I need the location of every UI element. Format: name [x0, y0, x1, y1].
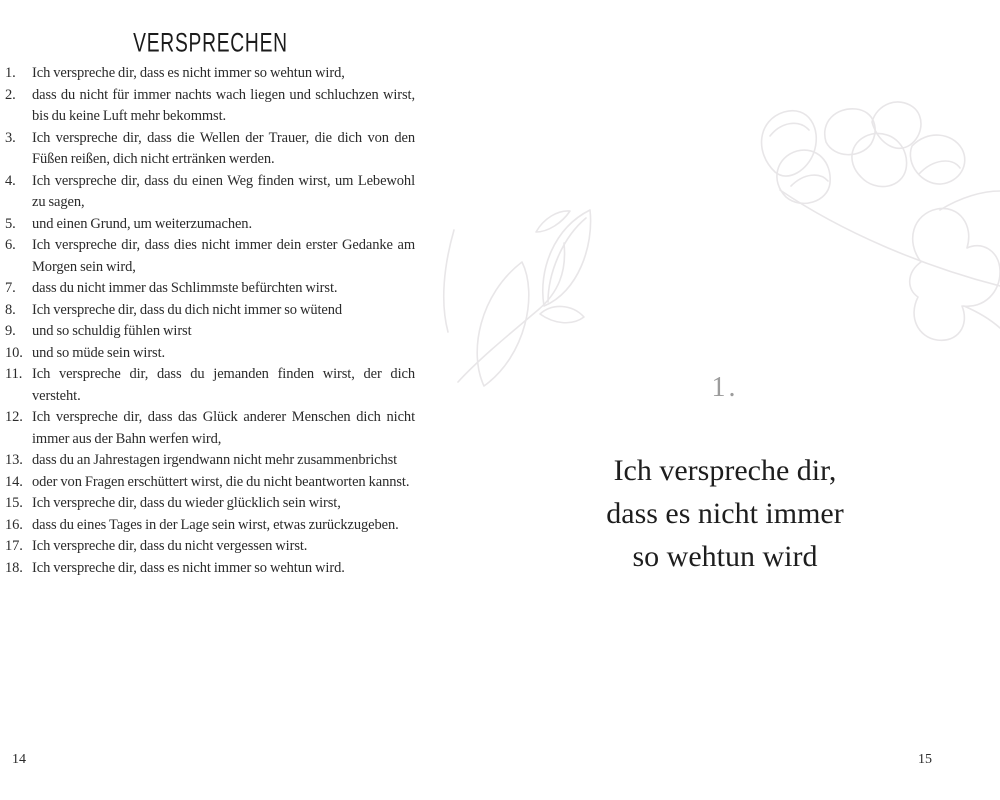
item-number: 7.	[5, 280, 16, 296]
chapter-number: 1.	[711, 372, 739, 403]
item-text: Ich verspreche dir, dass du einen Weg finden wirst, um Lebewohl zu sagen,	[32, 172, 415, 210]
list-item	[5, 63, 415, 85]
item-number: 3.	[5, 129, 16, 146]
item-number: 12.	[5, 409, 23, 425]
list-item	[5, 278, 415, 300]
chapter-quote-line: so wehtun wird	[632, 540, 818, 573]
list-item	[5, 214, 415, 236]
list-item	[5, 321, 415, 343]
item-text: und einen Grund, um weiterzumachen.	[32, 215, 252, 232]
item-text: Ich verspreche dir, dass du wieder glücklich sein wirst,	[32, 495, 341, 511]
list-item	[5, 364, 415, 407]
item-number: 9.	[5, 323, 16, 339]
promise-list	[5, 63, 415, 579]
page-number-left: 14	[12, 752, 26, 767]
item-text: Ich verspreche dir, dass dies nicht immer dein erster Gedanke am Morgen sein wird,	[32, 237, 415, 275]
page-number-right: 15	[918, 752, 932, 767]
faint-stem-arc	[444, 230, 454, 332]
list-item	[5, 235, 415, 278]
list-item	[5, 515, 415, 537]
page-title-text: VERSPRECHEN	[132, 27, 288, 58]
item-number: 18.	[5, 559, 23, 576]
item-number: 14.	[5, 473, 23, 490]
item-number: 5.	[5, 215, 16, 232]
list-item	[5, 407, 415, 450]
item-number: 6.	[5, 237, 16, 253]
item-number: 1.	[5, 65, 16, 81]
list-item	[5, 450, 415, 472]
list-item	[5, 171, 415, 214]
list-item	[5, 493, 415, 515]
list-item	[5, 343, 415, 365]
item-number: 11.	[5, 366, 23, 382]
item-text: dass du nicht für immer nachts wach liegen und schluchzen wirst, bis du keine Luft mehr bekommst.	[32, 86, 415, 124]
list-item	[5, 536, 415, 558]
item-number: 4.	[5, 172, 16, 189]
item-number: 13.	[5, 452, 23, 468]
item-text: dass du nicht immer das Schlimmste befürchten wirst.	[32, 280, 338, 296]
list-item	[5, 128, 415, 171]
chapter-quote-line: dass es nicht immer	[606, 497, 844, 530]
item-text: dass du an Jahrestagen irgendwann nicht mehr zusammenbrichst	[32, 452, 398, 468]
list-item	[5, 472, 415, 494]
list-item	[5, 300, 415, 322]
item-text: Ich verspreche dir, dass du jemanden finden wirst, der dich versteht.	[32, 366, 415, 404]
item-text: Ich verspreche dir, dass du nicht vergessen wirst.	[32, 538, 308, 554]
item-text: Ich verspreche dir, dass die Wellen der Trauer, die dich von den Füßen reißen, dich nicht ertränken werden.	[32, 129, 415, 167]
page-title	[5, 27, 415, 58]
list-item	[5, 558, 415, 580]
item-text: und so müde sein wirst.	[32, 344, 166, 361]
chapter-quote-line: Ich verspreche dir,	[613, 454, 837, 487]
item-text: Ich verspreche dir, dass es nicht immer so wehtun wird,	[32, 65, 345, 81]
item-number: 16.	[5, 516, 23, 533]
item-text: dass du eines Tages in der Lage sein wirst, etwas zurückzugeben.	[32, 516, 399, 533]
item-number: 8.	[5, 301, 16, 318]
item-number: 10.	[5, 344, 23, 361]
item-number: 2.	[5, 86, 16, 103]
chapter-quote	[500, 449, 950, 578]
item-text: oder von Fragen erschüttert wirst, die du nicht beantworten kannst.	[32, 473, 410, 490]
list-item	[5, 85, 415, 128]
right-page	[500, 0, 1000, 800]
left-page	[5, 0, 415, 800]
item-text: Ich verspreche dir, dass du dich nicht immer so wütend	[32, 301, 343, 318]
item-number: 17.	[5, 538, 23, 554]
item-text: Ich verspreche dir, dass es nicht immer so wehtun wird.	[32, 559, 345, 576]
item-text: und so schuldig fühlen wirst	[32, 323, 192, 339]
item-text: Ich verspreche dir, dass das Glück anderer Menschen dich nicht immer aus der Bahn werfen wird,	[32, 409, 415, 447]
item-number: 15.	[5, 495, 23, 511]
